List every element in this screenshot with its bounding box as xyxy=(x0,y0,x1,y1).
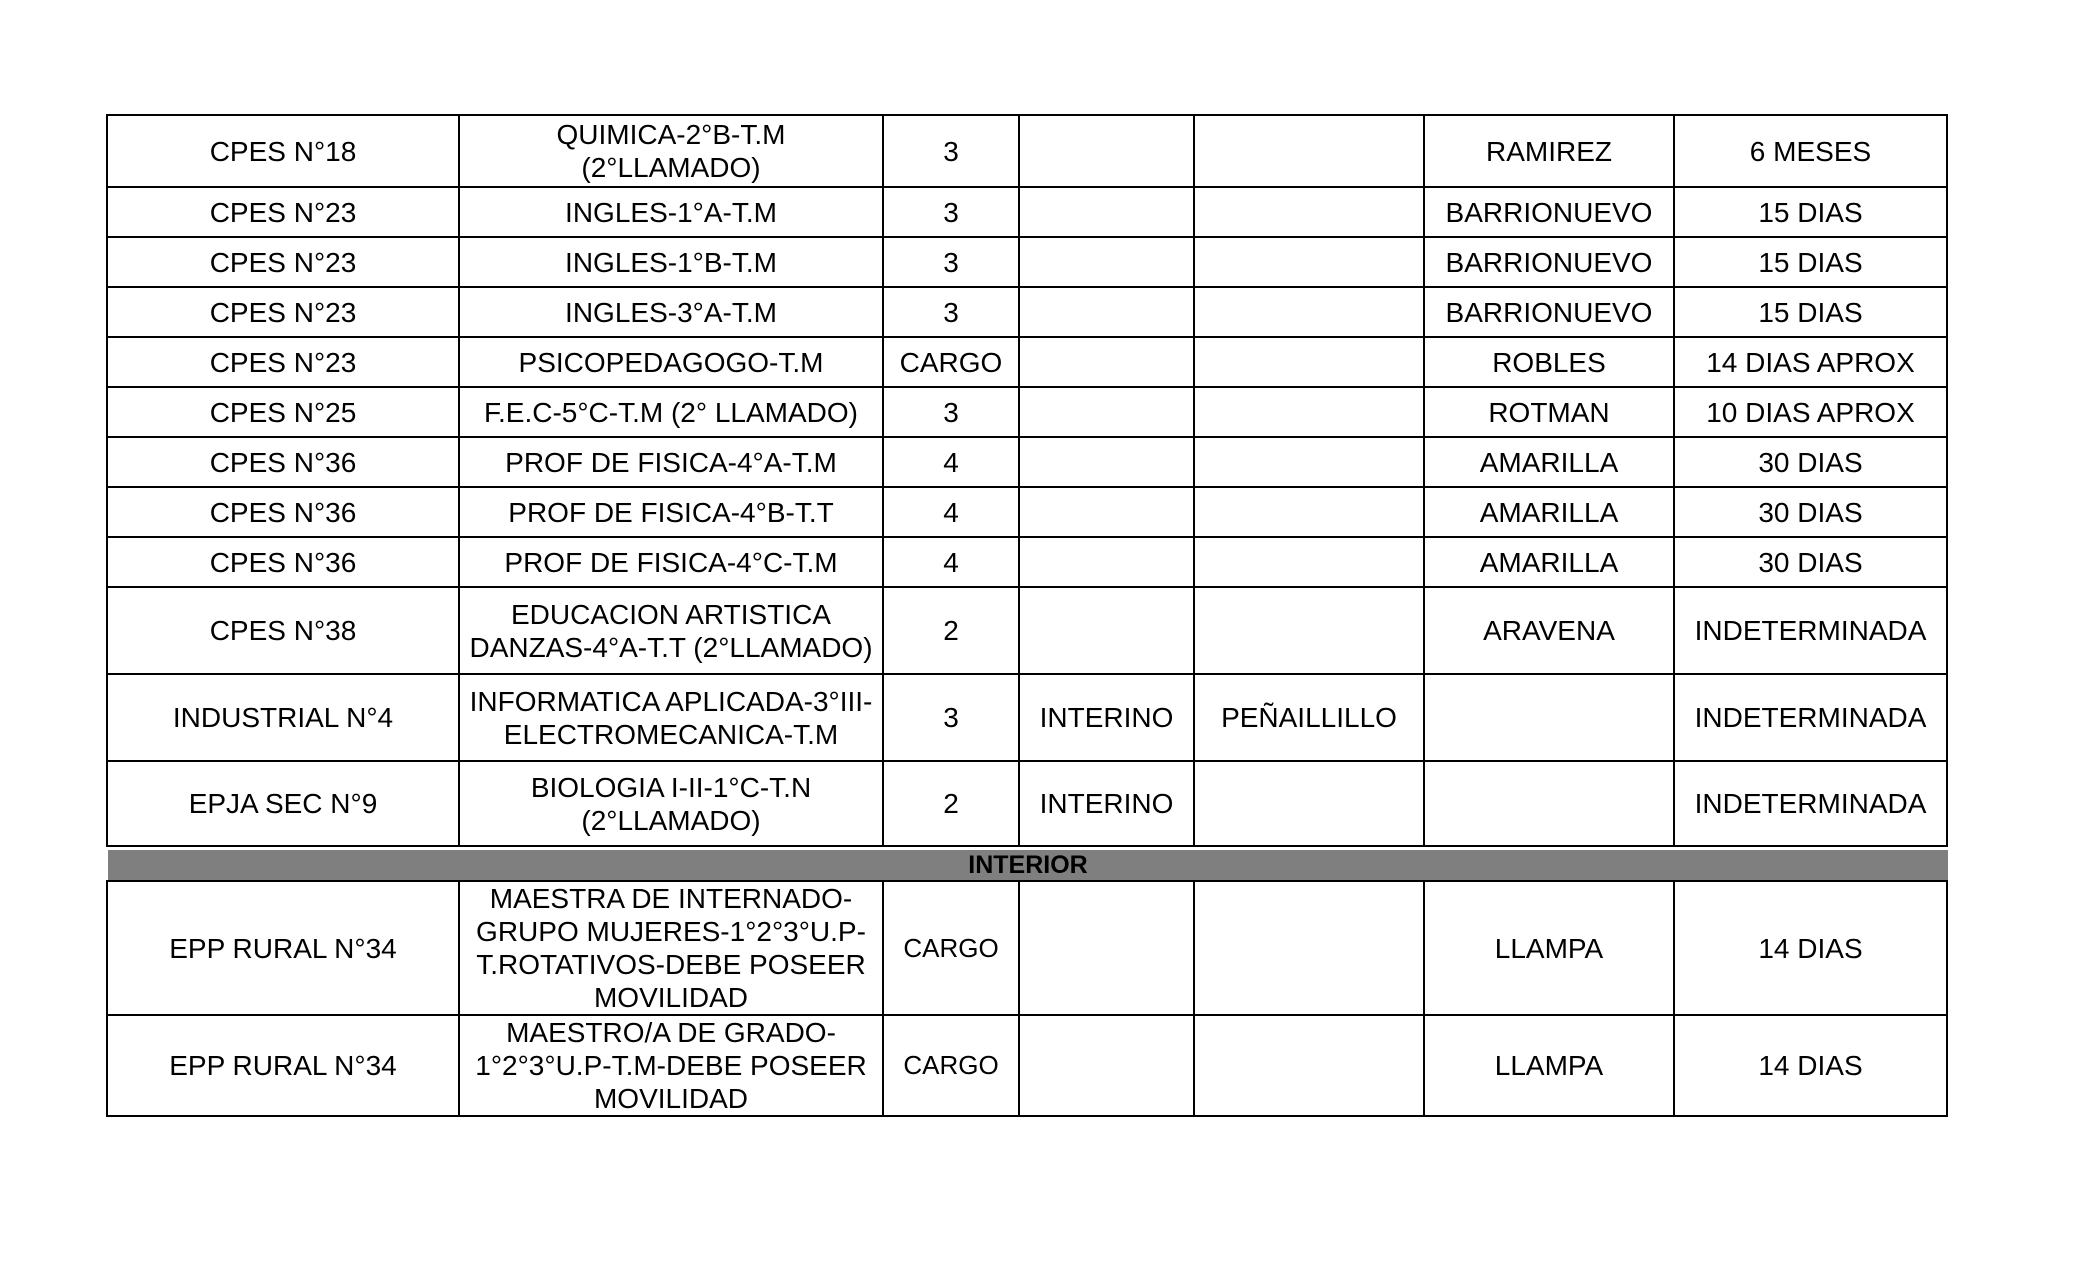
condition-cell xyxy=(1019,387,1194,437)
hours-cell: CARGO xyxy=(883,1015,1019,1116)
holder-cell xyxy=(1194,1015,1424,1116)
subject-line: EDUCACION ARTISTICA xyxy=(511,598,831,630)
replaced-cell xyxy=(1424,674,1674,761)
school-cell: CPES N°18 xyxy=(107,115,459,187)
subject-line: ELECTROMECANICA-T.M xyxy=(503,718,839,750)
subject-cell xyxy=(459,761,883,846)
hours-cell: 3 xyxy=(883,287,1019,337)
subject-cell: INGLES-1°B-T.M xyxy=(459,237,883,287)
holder-cell xyxy=(1194,537,1424,587)
table-row xyxy=(107,237,1947,287)
hours-cell: 4 xyxy=(883,537,1019,587)
replaced-cell: AMARILLA xyxy=(1424,437,1674,487)
subject-line: BIOLOGIA I-II-1°C-T.N xyxy=(530,771,812,803)
table-row xyxy=(107,387,1947,437)
duration-cell: 15 DIAS xyxy=(1674,187,1947,237)
school-cell: EPJA SEC N°9 xyxy=(107,761,459,846)
duration-cell: 14 DIAS APROX xyxy=(1674,337,1947,387)
condition-cell xyxy=(1019,587,1194,674)
subject-cell: F.E.C-5°C-T.M (2° LLAMADO) xyxy=(459,387,883,437)
holder-cell xyxy=(1194,287,1424,337)
subject-cell: PROF DE FISICA-4°B-T.T xyxy=(459,487,883,537)
subject-line: MOVILIDAD xyxy=(593,1083,749,1114)
school-cell: CPES N°23 xyxy=(107,287,459,337)
duration-cell: 14 DIAS xyxy=(1674,1015,1947,1116)
subject-cell xyxy=(459,881,883,1015)
vacancies-table xyxy=(106,114,1948,847)
holder-cell xyxy=(1194,115,1424,187)
hours-cell: 3 xyxy=(883,115,1019,187)
duration-cell: INDETERMINADA xyxy=(1674,674,1947,761)
table-row xyxy=(107,487,1947,537)
holder-cell xyxy=(1194,587,1424,674)
subject-line: (2°LLAMADO) xyxy=(581,804,761,836)
hours-cell: 4 xyxy=(883,487,1019,537)
condition-cell xyxy=(1019,881,1194,1015)
school-cell: INDUSTRIAL N°4 xyxy=(107,674,459,761)
table-row xyxy=(107,437,1947,487)
duration-cell: INDETERMINADA xyxy=(1674,587,1947,674)
table-row xyxy=(107,761,1947,846)
table-row xyxy=(107,187,1947,237)
school-cell: CPES N°36 xyxy=(107,487,459,537)
holder-cell xyxy=(1194,337,1424,387)
condition-cell xyxy=(1019,115,1194,187)
duration-cell: 10 DIAS APROX xyxy=(1674,387,1947,437)
condition-cell xyxy=(1019,337,1194,387)
subject-cell: PROF DE FISICA-4°C-T.M xyxy=(459,537,883,587)
subject-cell xyxy=(459,587,883,674)
duration-cell: 6 MESES xyxy=(1674,115,1947,187)
subject-line: MAESTRO/A DE GRADO- xyxy=(506,1017,836,1048)
replaced-cell: RAMIREZ xyxy=(1424,115,1674,187)
subject-cell: PROF DE FISICA-4°A-T.M xyxy=(459,437,883,487)
subject-line: INFORMATICA APLICADA-3°III- xyxy=(469,685,873,717)
hours-cell: 3 xyxy=(883,237,1019,287)
school-cell: CPES N°36 xyxy=(107,437,459,487)
table-row xyxy=(107,337,1947,387)
school-cell: EPP RURAL N°34 xyxy=(107,881,459,1015)
replaced-cell: AMARILLA xyxy=(1424,487,1674,537)
holder-cell xyxy=(1194,237,1424,287)
table-row xyxy=(107,537,1947,587)
hours-cell: 3 xyxy=(883,387,1019,437)
replaced-cell: LLAMPA xyxy=(1424,1015,1674,1116)
subject-line: MOVILIDAD xyxy=(593,982,749,1013)
replaced-cell: AMARILLA xyxy=(1424,537,1674,587)
condition-cell: INTERINO xyxy=(1019,674,1194,761)
subject-cell: INGLES-1°A-T.M xyxy=(459,187,883,237)
school-cell: CPES N°36 xyxy=(107,537,459,587)
replaced-cell: ROTMAN xyxy=(1424,387,1674,437)
table-row xyxy=(107,881,1947,1015)
replaced-cell: ROBLES xyxy=(1424,337,1674,387)
subject-cell: INGLES-3°A-T.M xyxy=(459,287,883,337)
replaced-cell: ARAVENA xyxy=(1424,587,1674,674)
duration-cell: 14 DIAS xyxy=(1674,881,1947,1015)
duration-cell: 30 DIAS xyxy=(1674,487,1947,537)
subject-line: DANZAS-4°A-T.T (2°LLAMADO) xyxy=(469,631,873,663)
duration-cell: INDETERMINADA xyxy=(1674,761,1947,846)
hours-cell: 3 xyxy=(883,674,1019,761)
holder-cell xyxy=(1194,487,1424,537)
hours-cell: CARGO xyxy=(883,337,1019,387)
section-header-interior: INTERIOR xyxy=(108,850,1948,880)
subject-cell xyxy=(459,1015,883,1116)
holder-cell xyxy=(1194,761,1424,846)
subject-line: GRUPO MUJERES-1°2°3°U.P- xyxy=(476,916,866,947)
school-cell: CPES N°23 xyxy=(107,187,459,237)
hours-cell: CARGO xyxy=(883,881,1019,1015)
condition-cell xyxy=(1019,537,1194,587)
replaced-cell xyxy=(1424,761,1674,846)
table-row xyxy=(107,1015,1947,1116)
hours-cell: 2 xyxy=(883,587,1019,674)
replaced-cell: BARRIONUEVO xyxy=(1424,287,1674,337)
hours-cell: 4 xyxy=(883,437,1019,487)
duration-cell: 30 DIAS xyxy=(1674,537,1947,587)
holder-cell: PEÑAILLILLO xyxy=(1194,674,1424,761)
duration-cell: 30 DIAS xyxy=(1674,437,1947,487)
condition-cell xyxy=(1019,437,1194,487)
table-row xyxy=(107,115,1947,187)
school-cell: CPES N°23 xyxy=(107,237,459,287)
school-cell: CPES N°23 xyxy=(107,337,459,387)
duration-cell: 15 DIAS xyxy=(1674,287,1947,337)
subject-cell xyxy=(459,674,883,761)
condition-cell: INTERINO xyxy=(1019,761,1194,846)
replaced-cell: BARRIONUEVO xyxy=(1424,187,1674,237)
subject-cell: QUIMICA-2°B-T.M (2°LLAMADO) xyxy=(459,115,883,187)
school-cell: CPES N°38 xyxy=(107,587,459,674)
replaced-cell: BARRIONUEVO xyxy=(1424,237,1674,287)
subject-line: 1°2°3°U.P-T.M-DEBE POSEER xyxy=(475,1050,867,1081)
vacancies-table-interior xyxy=(106,880,1948,1117)
replaced-cell: LLAMPA xyxy=(1424,881,1674,1015)
holder-cell xyxy=(1194,387,1424,437)
subject-cell: PSICOPEDAGOGO-T.M xyxy=(459,337,883,387)
condition-cell xyxy=(1019,237,1194,287)
condition-cell xyxy=(1019,487,1194,537)
school-cell: EPP RURAL N°34 xyxy=(107,1015,459,1116)
condition-cell xyxy=(1019,287,1194,337)
table-row xyxy=(107,674,1947,761)
subject-line: T.ROTATIVOS-DEBE POSEER xyxy=(476,949,866,980)
duration-cell: 15 DIAS xyxy=(1674,237,1947,287)
table-row xyxy=(107,287,1947,337)
condition-cell xyxy=(1019,1015,1194,1116)
holder-cell xyxy=(1194,187,1424,237)
hours-cell: 3 xyxy=(883,187,1019,237)
subject-line: MAESTRA DE INTERNADO- xyxy=(489,883,853,914)
school-cell: CPES N°25 xyxy=(107,387,459,437)
condition-cell xyxy=(1019,187,1194,237)
holder-cell xyxy=(1194,437,1424,487)
holder-cell xyxy=(1194,881,1424,1015)
table-row xyxy=(107,587,1947,674)
hours-cell: 2 xyxy=(883,761,1019,846)
